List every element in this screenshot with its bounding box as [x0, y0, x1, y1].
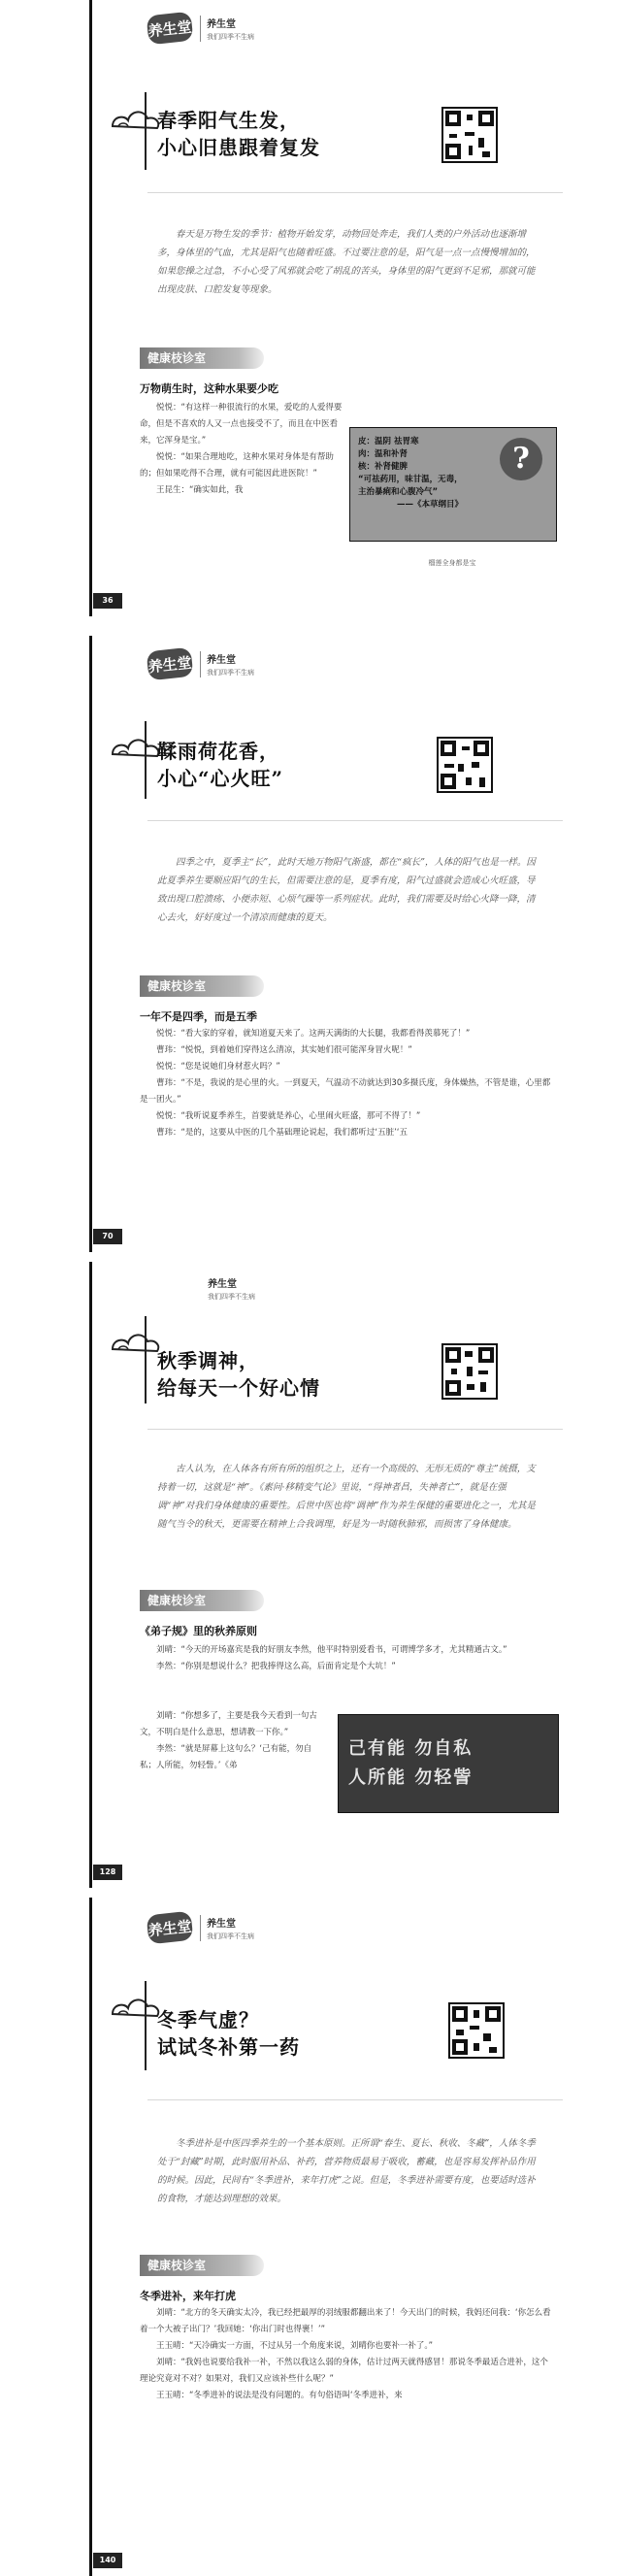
cloud-ornament-icon — [109, 105, 163, 134]
title-divider — [145, 1316, 147, 1404]
section-subtitle: 万物萌生时，这种水果要少吃 — [140, 382, 278, 395]
page-summer — [89, 636, 621, 1252]
yangshengtang-logo: 养生堂 — [147, 12, 194, 46]
header-subtitle: 我们四季不生病 — [207, 1932, 254, 1940]
article-intro: 古人认为，在人体各有所有所的组织之上，还有一个高级的、无形无质的“尊主”统摄，支持着一切，这就是“神”。《素问·移精变气论》里说，“得神者昌，失神者亡”，就是在强调“神”对我们身体健康的重要性。后世中医也将“调神”作为养生保健的重要进化之一，尤其是随气当令的秋天，更需要在精神上合我调理，好是为一时随秋肺邪，而损害了身体健康。 — [157, 1464, 536, 1530]
page-number: 70 — [93, 1229, 122, 1244]
page-header — [147, 1913, 254, 1942]
article-title: 鞣雨荷花香， 小心“心火旺” — [157, 740, 284, 790]
section-subtitle: 《弟子规》里的秋养原则 — [140, 1625, 257, 1637]
article-intro: 四季之中，夏季主“长”，此时天地万物阳气渐盛，都在“疯长”，人体的阳气也是一样。因此夏季养生要顺应阳气的生长，但需要注意的是，夏季有度，阳气过盛就会造成心火旺盛，导致出现口腔溃疡、小便赤短、心烦气躁等一系列症状。此时，我们需要及时给心火降一降，清心去火，好好度过一个清凉而健康的夏天。 — [157, 857, 536, 923]
page-number: 36 — [93, 593, 122, 609]
qr-code-icon[interactable] — [437, 737, 493, 793]
header-subtitle: 我们四季不生病 — [207, 32, 254, 41]
title-divider — [145, 721, 147, 799]
cloud-ornament-icon — [109, 733, 163, 762]
page-header — [147, 14, 254, 43]
question-mark-icon: ? — [500, 438, 542, 480]
section-label: 健康枝诊室 — [140, 1590, 264, 1611]
section-subtitle: 一年不是四季，而是五季 — [140, 1010, 257, 1023]
page-autumn — [89, 1262, 621, 1888]
section-subtitle: 冬季进补，来年打虎 — [140, 2290, 236, 2302]
cloud-ornament-icon — [109, 1328, 163, 1357]
dialogue-body: 悦悦：“有这样一种很流行的水果，爱吃的人爱得要命，但是不喜欢的人又一点也接受不了，而且在中医看来，它浑身是宝。” 悦悦：“如果合理地吃，这种水果对身体是有帮助的；但如果吃得不合理，就有可能因此进医院！” 王昆生：“确实如此，我 — [140, 403, 343, 495]
article-intro: 冬季进补是中医四季养生的一个基本原则。正所谓“春生、夏长、秋收、冬藏”，人体冬季处于“封藏”时期，此时服用补品、补药，营养物质最易于吸收，蓄藏，也是容易发挥补品作用的时候。因此，民间有“冬季进补，来年打虎”之说。但是，冬季进补需要有度，也要适时选补的食物，才能达到理想的效果。 — [157, 2138, 536, 2204]
durian-info-image: 皮：温阴 祛胃寒 肉：温和补肾 核：补肾健脾 “可祛药用，味甘温，无毒， 主治暴痢和心腹冷气” ——《本草纲目》 ? — [349, 427, 557, 542]
header-subtitle: 我们四季不生病 — [207, 668, 254, 677]
dialogue-body-side: 刘晴：“你想多了，主要是我今天看到一句古文，不明白是什么意思，想请教一下你。” 李然：“就是屏幕上这句么？‘己有能，勿自私；人所能，勿轻訾。’《弟 — [140, 1711, 317, 1770]
section-label: 健康枝诊室 — [140, 975, 264, 997]
dialogue-body: 刘晴：“北方的冬天确实太冷，我已经把最厚的羽绒服都翻出来了！今天出门的时候，我妈还问我：‘你怎么看着一个大被子出门？’我回她：‘你出门时也得裹！’” 王玉晴：“天冷确实一方面，不过从另一个角度来说，刘晴你也要补一补了。” 刘晴：“我妈也说要给我补一补，不然以我这么弱的身体，估计过两天就得感冒！那说冬季最适合进补，这个理论究竟对不对？如果对，我们又应该补些什么呢？” 王玉晴：“冬季进补的说法是没有问题的。有句俗语叫‘冬季进补，来 — [140, 2308, 551, 2400]
dialogue-body-top: 刘晴：“今天的开场嘉宾是我的好朋友李然，他平时特别爱看书，可谓博学多才，尤其精通古文。” 李然：“你别是想说什么？把我捧得这么高，后面肯定是个大坑！” — [156, 1645, 507, 1671]
article-intro: 春天是万物生发的季节：植物开始发芽，动物回处奔走，我们人类的户外活动也逐渐增多，身体里的气血，尤其是阳气也随着旺盛。不过要注意的是，阳气是一点一点慢慢增加的，如果您操之过急，不小心受了风邪就会吃了胡乱的苦头，身体里的阳气更到不足邪，那就可能出现皮肤、口腔发复等现象。 — [157, 229, 536, 295]
qr-code-icon[interactable] — [448, 2002, 505, 2059]
article-title: 秋季调神， 给每天一个好心情 — [157, 1349, 320, 1400]
dialogue-body: 悦悦：“看大家的穿着，就知道夏天来了。这两天满街的大长腿，我都看得羡慕死了！” 曹玮：“悦悦，到着她们穿得这么清凉，其实她们很可能浑身冒火呢！” 悦悦：“您是说她们身材惹火吗？” 曹玮：“不是，我说的是心里的火。一到夏天，气温动不动就达到30多摄氏度，身体燥热，不管是谁，心里都是一团火。” 悦悦：“我听说夏季养生，首要就是养心，心里闹火旺盛，那可不得了！” 曹玮：“是的，这要从中医的几个基础理论说起，我们都听过‘五脏’‘五 — [140, 1029, 551, 1138]
page-number: 128 — [93, 1865, 122, 1880]
cloud-ornament-icon — [109, 1993, 163, 2022]
qr-code-icon[interactable] — [441, 1343, 498, 1400]
yangshengtang-logo: 养生堂 — [147, 647, 194, 681]
article-title: 春季阳气生发， 小心旧患跟着复发 — [157, 109, 320, 159]
page-winter — [89, 1898, 621, 2576]
page-header — [147, 649, 254, 678]
header-title: 养生堂 — [207, 1918, 236, 1930]
page-number: 140 — [93, 2553, 122, 2568]
image-caption: 榴莲全身都是宝 — [428, 559, 476, 567]
section-label: 健康枝诊室 — [140, 347, 264, 369]
header-subtitle: 我们四季不生病 — [208, 1293, 255, 1301]
header-title: 养生堂 — [207, 18, 236, 30]
title-divider — [145, 1981, 147, 2070]
section-label: 健康枝诊室 — [140, 2255, 264, 2276]
page-spring — [89, 0, 621, 616]
title-divider — [145, 92, 147, 170]
article-title: 冬季气虚？ 试试冬补第一药 — [157, 2008, 300, 2059]
header-title: 养生堂 — [207, 654, 236, 666]
header-title: 养生堂 — [208, 1279, 237, 1290]
yangshengtang-logo: 养生堂 — [147, 1911, 194, 1945]
qr-code-icon[interactable] — [441, 107, 498, 163]
dizigui-quote-image: 己有能 勿自私 人所能 勿轻訾 — [338, 1714, 559, 1813]
page-header — [147, 1275, 255, 1302]
